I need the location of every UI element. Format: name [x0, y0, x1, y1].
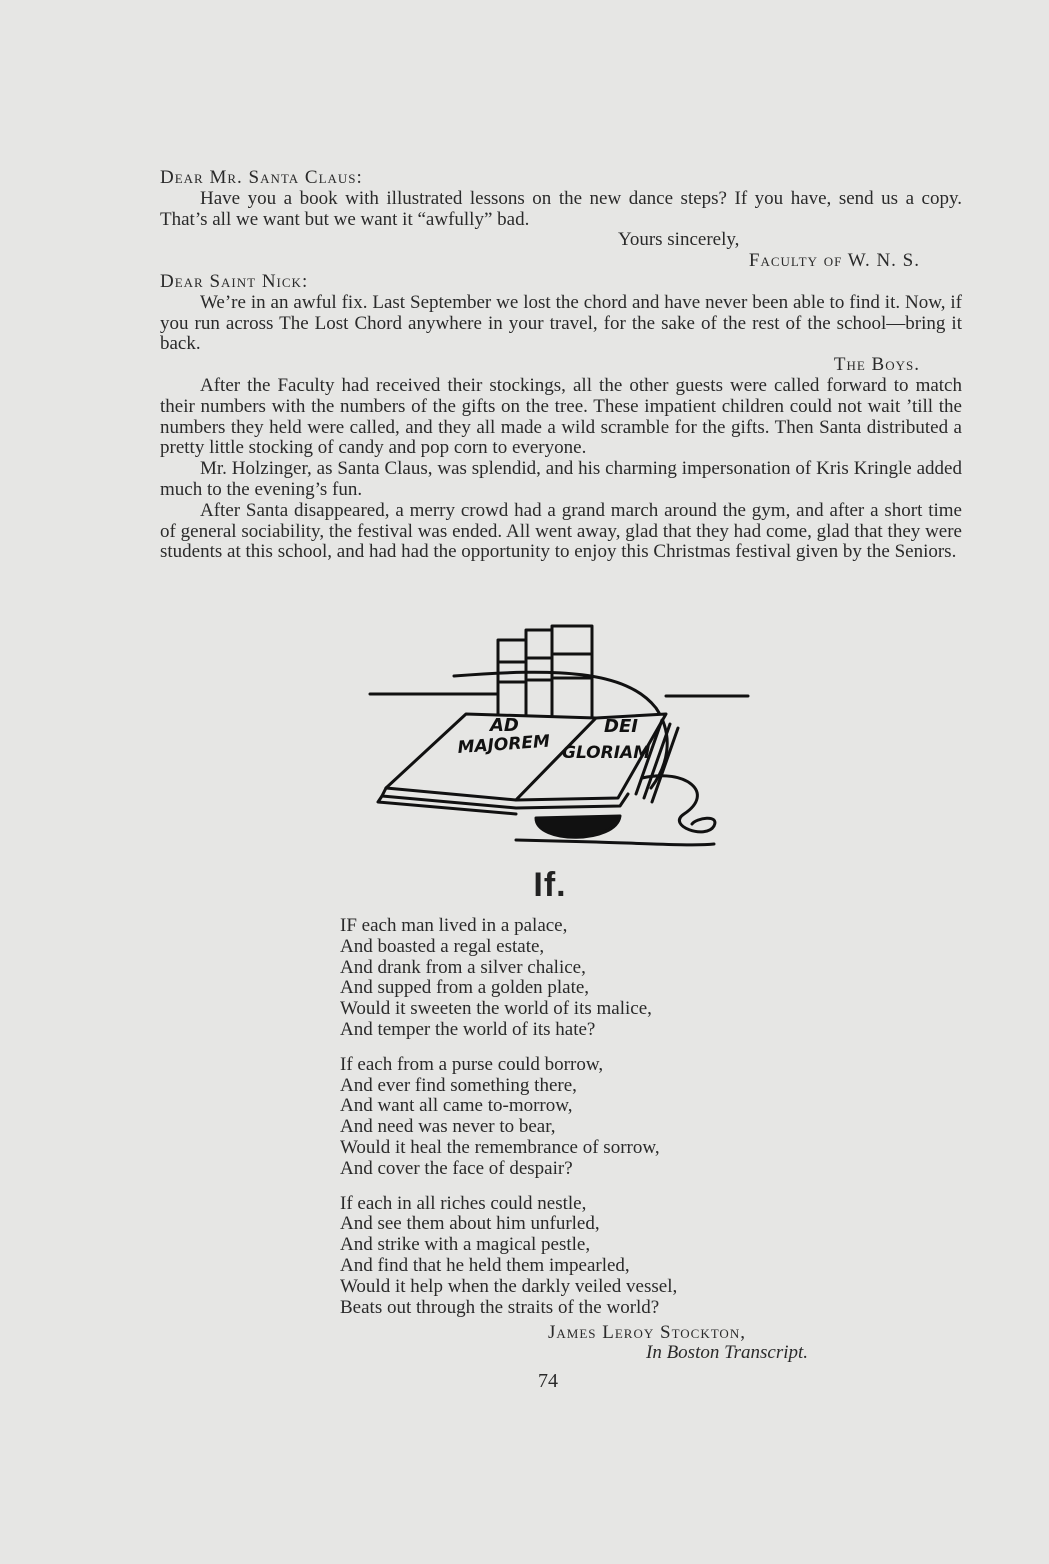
emblem-text-ad: AD — [490, 715, 519, 736]
letter-salutation-saint-nick: Dear Saint Nick: — [160, 270, 309, 292]
poem-line: And temper the world of its hate? — [340, 1018, 596, 1040]
poem-line: And strike with a magical pestle, — [340, 1234, 591, 1256]
poem-line: And find that he held them impearled, — [340, 1254, 630, 1276]
open-book-lamp-emblem — [366, 618, 758, 858]
poem-body — [340, 916, 860, 1332]
poem-line: And boasted a regal estate, — [340, 935, 545, 957]
poem-author: James Leroy Stockton, — [548, 1322, 746, 1343]
poem-line: And want all came to-morrow, — [340, 1095, 573, 1117]
poem-line: Would it heal the remembrance of sorrow, — [340, 1136, 660, 1158]
poem-line: Beats out through the straits of the world? — [340, 1296, 660, 1318]
poem-title: If. — [533, 866, 567, 904]
letter-salutation-santa: Dear Mr. Santa Claus: — [160, 167, 363, 188]
poem-line: And see them about him unfurled, — [340, 1213, 600, 1235]
poem-line: And cover the face of despair? — [340, 1157, 573, 1179]
poem-stanza — [340, 916, 860, 1041]
poem-line: Would it sweeten the world of its malice, — [340, 998, 652, 1020]
poem-line: And ever find something there, — [340, 1074, 577, 1096]
letters-and-narrative — [160, 168, 962, 563]
letter-closing: Yours sincerely, — [618, 229, 740, 251]
poem-line: And supped from a golden plate, — [340, 977, 590, 999]
narrative-paragraph: Mr. Holzinger, as Santa Claus, was splendid, and his charming impersonation of Kris Kringle added much to the evening’s fun. — [160, 458, 962, 500]
letter-body-faculty: Have you a book with illustrated lessons on the new dance steps? If you have, send us a copy. That’s all we want but we want it “awfully” bad. — [160, 187, 962, 230]
poem-line: And drank from a silver chalice, — [340, 956, 586, 978]
letter-body-boys: We’re in an awful fix. Last September we lost the chord and have never been able to find it. Now, if you run across The Lost Chord anywhere in your travel, for the sake of the rest of the school—bring it back. — [160, 291, 962, 355]
poem-stanza — [340, 1194, 860, 1319]
poem-line: Would it help when the darkly veiled vessel, — [340, 1275, 678, 1297]
letter-signature-boys: The Boys. — [833, 354, 920, 376]
narrative-paragraph: After the Faculty had received their stockings, all the other guests were called forward to match their numbers with the numbers of the gifts on the tree. These impatient children could not wait ’till the numbers they held were called, and they all made a wild scramble for the gifts. Then Santa distributed a pretty little stocking of candy and pop corn to everyone. — [160, 374, 962, 459]
poem-line: IF each man lived in a palace, — [340, 915, 568, 936]
emblem-text-gloriam: GLORIAM — [562, 743, 651, 763]
poem-line: And need was never to bear, — [340, 1116, 556, 1138]
emblem-text-majorem: MAJOREM — [456, 731, 551, 758]
letter-signature-faculty: Faculty of W. N. S. — [748, 250, 920, 272]
poem-stanza — [340, 1055, 860, 1180]
narrative-paragraph: After Santa disappeared, a merry crowd had a grand march around the gym, and after a short time of general sociability, the festival was ended. All went away, glad that they had come, glad that they were students at this school, and had had the opportunity to enjoy this Christmas festival given by the Seniors. — [160, 499, 962, 563]
emblem-text-dei: DEI — [604, 716, 638, 737]
page-number: 74 — [538, 1370, 558, 1392]
poem-line: If each in all riches could nestle, — [340, 1192, 587, 1214]
poem-source: In Boston Transcript. — [646, 1342, 809, 1363]
poem-line: If each from a purse could borrow, — [340, 1053, 604, 1075]
